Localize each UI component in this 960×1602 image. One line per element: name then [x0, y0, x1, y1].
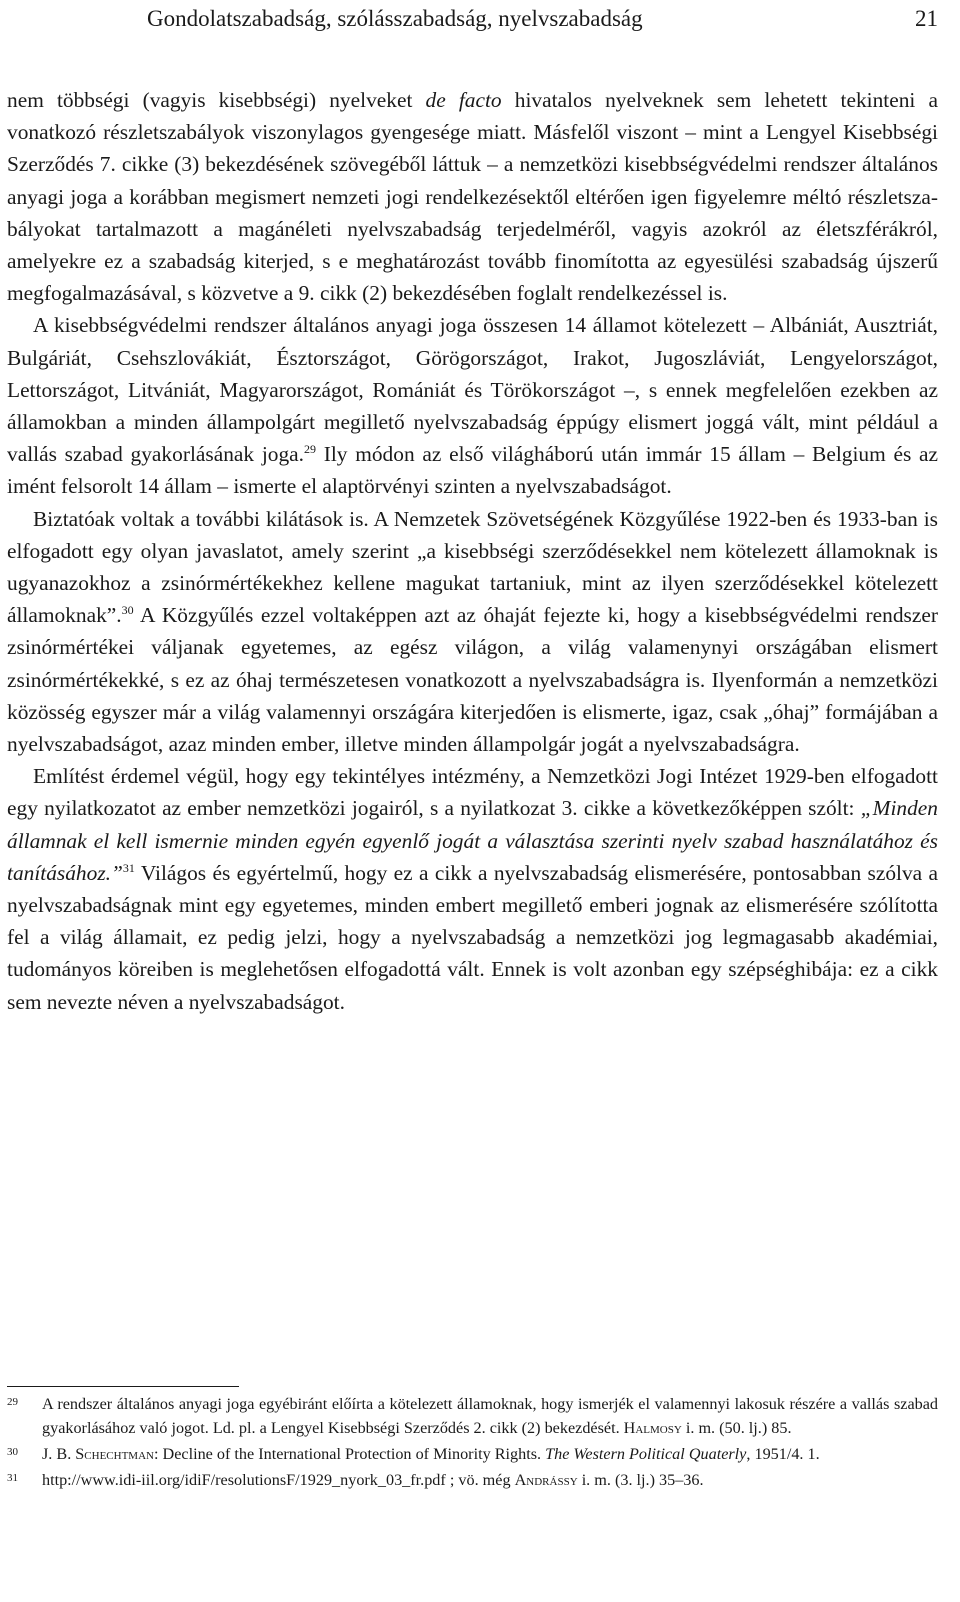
text-run: A kisebbségvédelmi rendszer általános anyagi joga összesen 14 államot kötelezett – Albániát, Ausztriát, Bulgáriát, Csehszlovákiát, Észtországot, Görögországot, Irakot, Jugoszláviát, Lengyelországot, Lettországot, Litvániát, Magyarországot, Romániát és Törökországot –, s ennek megfelelően ezekben az államokban a minden állampolgárt megillető nyelvszabadság éppúgy elismert joggá vált, mint például a vallás szabad gyakorlásának joga.: [7, 313, 938, 467]
text-run: Világos és egyértelmű, hogy ez a cikk a nyelvszabadság elismerésére, pontosabban szólva a nyelvszabadságnak mint egy egyetemes, minden embert megillető emberi jognak az elismerésére szólította fel a világ államait, ez pedig jelzi, hogy a nyelvszabadság a nemzetközi jog legmagasabb akadémiai, tudományos köreiben is meglehetősen elfogadottá vált. Ennek is volt azonban egy szépséghibája: ez a cikk sem nevezte néven a nyelvszabadságot.: [7, 860, 938, 1014]
text-run: nem többségi (vagyis kisebbségi) nyelveket: [7, 88, 426, 112]
page-number: 21: [915, 6, 938, 31]
footnote-text: : Decline of the International Protection of Minority Rights.: [153, 1445, 546, 1463]
paragraph: [7, 84, 938, 309]
page-header: [0, 2, 960, 36]
text-run: Említést érdemel végül, hogy egy tekintélyes intézmény, a Nemzetközi Jogi Intézet 1929-ben elfogadott egy nyilatkozatot az ember nemzetközi jogairól, s a nyilatkozat 3. cikke a következőképpen szólt:: [7, 764, 938, 821]
paragraph: [7, 503, 938, 761]
author-name: Halmosy: [623, 1419, 682, 1437]
text-run: hivatalos nyelveknek sem lehetett tekinteni a vonatkozó részletszabályok viszonylagos gyengesége miatt. Másfelől viszont – mint a Lengyel Kisebbségi Szerződés 7. cikke (3) bekezdésének szövegéből láttuk – a nemzetközi kisebbségvédelmi rendszer általános anyagi joga a korábban megismert nemzeti jogi rendelkezésektől eltérően igen figyelemre méltó részletszabályokat tartalmazott a magánéleti nyelvszabadság terjedelméről, vagyis azokról az életszférákról, amelyekre ez a szabadság kiterjed, s e meghatározást tovább finomította az egyesülési szabadság újszerű megfogalmazásával, s közvetve a 9. cikk (2) bekezdésében foglalt rendelkezéssel is.: [7, 88, 938, 306]
journal-title: The Western Political Quaterly: [545, 1445, 747, 1463]
footnote-text: i. m. (3. lj.) 35–36.: [577, 1471, 704, 1489]
text-run: Biztatóak voltak a további kilátások is. A Nemzetek Szövetségének Közgyűlése 1922-ben és 1933-ban is elfogadott egy olyan javaslatot, amely szerint „a kisebbségi szerződésekkel nem kötelezett államoknak is ugyanazokhoz a zsinórmértékekhez kellene magukat tartaniuk, mint az ilyen szerződésekkel kötelezett államoknak”.: [7, 506, 938, 628]
footnotes: [7, 1392, 938, 1494]
running-title: Gondolatszabadság, szólásszabadság, nyelvszabadság: [147, 6, 643, 31]
footnote-reference[interactable]: 31: [122, 860, 135, 875]
footnote: [7, 1468, 938, 1492]
footnote-text: J. B.: [42, 1445, 76, 1463]
footnote-reference[interactable]: 29: [304, 442, 316, 457]
footnote: [7, 1392, 938, 1440]
footnote-text: , 1951/4. 1.: [746, 1445, 820, 1463]
paragraph: [7, 309, 938, 502]
footnote-text: i. m. (50. lj.) 85.: [681, 1419, 792, 1437]
footnote-number: 30: [7, 1446, 18, 1458]
footnote-reference[interactable]: 30: [121, 603, 134, 618]
main-text: [7, 84, 938, 1018]
footnote-text: A rendszer általános anyagi joga egyébiránt előírta a kötelezett államoknak, hogy ismerjék el valamennyi lakosuk részére a vallás szabad gyakorlásához való jogot. Ld. pl. a Lengyel Kisebbségi Szerződés 2. cikk (2) bekezdését.: [42, 1395, 938, 1437]
text-run: Ily módon az első világháború után immár 15 állam – Belgium és az imént felsorolt 14 állam – ismerte el alaptörvényi szinten a nyelvszabadságot.: [7, 442, 939, 499]
italic-quotation: „Minden államnak el kell ismernie minden egyén egyenlő jogát a választása szerinti nyelv szabad használatához és tanításához.”: [7, 796, 938, 885]
footnote-divider: [7, 1386, 239, 1387]
author-name: Schechtman: [75, 1445, 154, 1463]
paragraph: [7, 760, 938, 1018]
footnote-number: 31: [7, 1472, 18, 1484]
footnote-url-text[interactable]: http://www.idi-iil.org/idiF/resolutionsF/1929_nyork_03_fr.pdf ; vö. még: [42, 1471, 515, 1489]
footnote: [7, 1442, 938, 1466]
footnote-number: 29: [7, 1396, 18, 1408]
author-name: Andrássy: [514, 1471, 578, 1489]
italic-term: de facto: [425, 88, 502, 112]
text-run: A Közgyűlés ezzel voltaképpen azt az óhaját fejezte ki, hogy a kisebbségvédelmi rendszer zsinórmértékei váljanak egyetemes, az egész világon, a világ valamenynyi országában elismert zsinórmértékekké, s ez az óhaj természetesen vonatkozott a nyelvszabadságra is. Ilyenformán a nemzetközi közösség egyszer már a világ valamennyi országára kiterjedően is elismerte, igaz, csak „óhaj” formájában a nyelvszabadságot, azaz minden ember, illetve minden állampolgár jogát a nyelvszabadságra.: [7, 603, 938, 757]
